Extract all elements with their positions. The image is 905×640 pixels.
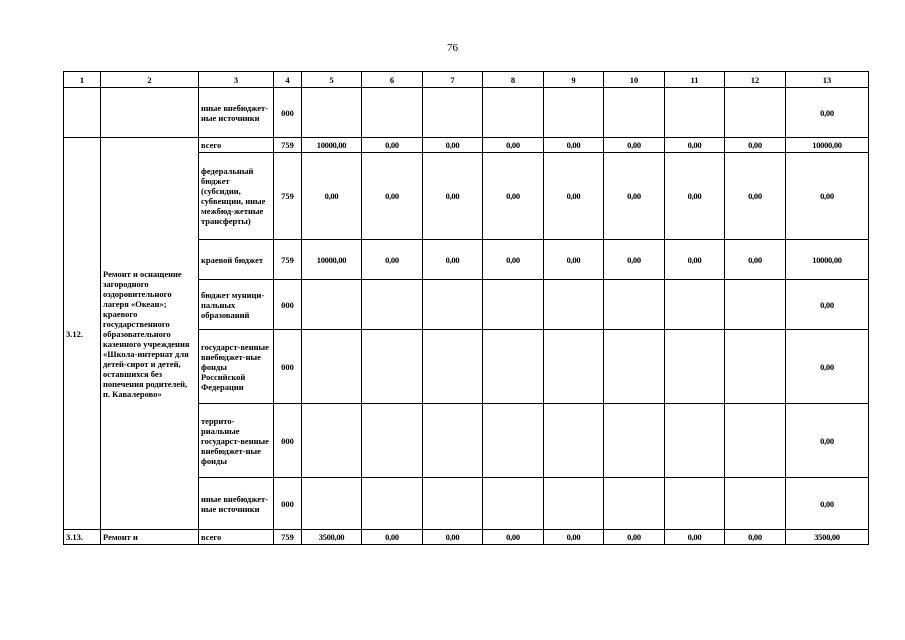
item-index: 3.12. — [64, 138, 101, 530]
table-row — [64, 138, 869, 153]
value-cell: 0,00 — [483, 153, 544, 240]
col-header: 9 — [544, 72, 604, 88]
value-cell: 0,00 — [665, 153, 725, 240]
source-cell: краевой бюджет — [199, 240, 274, 280]
value-cell — [604, 88, 665, 138]
value-cell: 0,00 — [725, 153, 786, 240]
value-cell: 0,00 — [483, 240, 544, 280]
value-cell — [362, 88, 423, 138]
value-cell: 0,00 — [423, 138, 483, 153]
item-name: Ремонт и оснащение загородного оздоровительного лагеря «Океан»; краевого государственного образовательного казенного учреждения «Школа-интернат для детей-сирот и детей, оставшихся без попечения родителей, п. Кавалерово» — [101, 138, 199, 530]
value-cell — [725, 88, 786, 138]
value-cell — [423, 88, 483, 138]
value-cell — [302, 280, 362, 330]
value-cell — [544, 330, 604, 404]
value-cell: 0,00 — [362, 153, 423, 240]
value-cell — [302, 404, 362, 478]
col-header: 7 — [423, 72, 483, 88]
value-cell: 0,00 — [362, 138, 423, 153]
value-cell — [725, 478, 786, 530]
col-header: 5 — [302, 72, 362, 88]
value-cell — [423, 280, 483, 330]
value-cell: 10000,00 — [302, 240, 362, 280]
item-index: 3.13. — [64, 530, 101, 545]
header-row — [64, 72, 869, 88]
value-cell: 0,00 — [665, 138, 725, 153]
value-cell: 0,00 — [423, 153, 483, 240]
value-cell — [362, 330, 423, 404]
value-cell — [423, 330, 483, 404]
value-cell: 0,00 — [725, 530, 786, 545]
page-number: 76 — [447, 42, 458, 54]
value-cell: 3500,00 — [302, 530, 362, 545]
source-cell: федеральный бюджет (субсидии, субвенции, иные межбюд-жетные трансферты) — [199, 153, 274, 240]
value-cell — [483, 280, 544, 330]
value-cell — [362, 280, 423, 330]
value-cell — [483, 88, 544, 138]
value-cell: 0,00 — [604, 138, 665, 153]
item-name: Ремонт и — [101, 530, 199, 545]
value-cell — [544, 280, 604, 330]
value-cell: 0,00 — [725, 240, 786, 280]
value-cell: 0,00 — [423, 240, 483, 280]
code-cell: 000 — [274, 280, 302, 330]
code-cell: 759 — [274, 138, 302, 153]
source-cell: государст-венные внебюджет-ные фонды Российской Федерации — [199, 330, 274, 404]
value-cell — [302, 330, 362, 404]
value-cell — [604, 280, 665, 330]
value-cell: 0,00 — [604, 530, 665, 545]
name-cell — [101, 88, 199, 138]
value-cell — [665, 88, 725, 138]
value-cell: 0,00 — [362, 530, 423, 545]
code-cell: 000 — [274, 88, 302, 138]
total-cell: 0,00 — [786, 280, 869, 330]
col-header: 6 — [362, 72, 423, 88]
value-cell — [483, 330, 544, 404]
value-cell — [362, 478, 423, 530]
value-cell: 0,00 — [362, 240, 423, 280]
source-cell: иные внебюджет-ные источники — [199, 478, 274, 530]
value-cell: 0,00 — [725, 138, 786, 153]
value-cell: 0,00 — [665, 240, 725, 280]
value-cell: 0,00 — [604, 240, 665, 280]
code-cell: 759 — [274, 240, 302, 280]
value-cell: 0,00 — [302, 153, 362, 240]
value-cell — [725, 280, 786, 330]
value-cell — [302, 478, 362, 530]
code-cell: 000 — [274, 404, 302, 478]
col-header: 8 — [483, 72, 544, 88]
value-cell — [604, 478, 665, 530]
col-header: 4 — [274, 72, 302, 88]
source-cell: всего — [199, 138, 274, 153]
value-cell — [604, 404, 665, 478]
col-header: 13 — [786, 72, 869, 88]
table-row — [64, 530, 869, 545]
value-cell — [423, 404, 483, 478]
col-header: 12 — [725, 72, 786, 88]
value-cell: 0,00 — [423, 530, 483, 545]
source-cell: террито-риальные государст-венные внебюджет-ные фонды — [199, 404, 274, 478]
value-cell: 0,00 — [544, 138, 604, 153]
value-cell — [483, 478, 544, 530]
value-cell — [362, 404, 423, 478]
source-cell: иные внебюджет-ные источники — [199, 88, 274, 138]
code-cell: 000 — [274, 478, 302, 530]
col-header: 10 — [604, 72, 665, 88]
value-cell — [302, 88, 362, 138]
table-row — [64, 88, 869, 138]
source-cell: всего — [199, 530, 274, 545]
col-header: 1 — [64, 72, 101, 88]
value-cell: 0,00 — [604, 153, 665, 240]
value-cell: 0,00 — [665, 530, 725, 545]
value-cell: 0,00 — [483, 530, 544, 545]
value-cell — [665, 478, 725, 530]
total-cell: 3500,00 — [786, 530, 869, 545]
index-cell — [64, 88, 101, 138]
value-cell — [544, 404, 604, 478]
col-header: 2 — [101, 72, 199, 88]
total-cell: 10000,00 — [786, 138, 869, 153]
code-cell: 000 — [274, 330, 302, 404]
value-cell — [423, 478, 483, 530]
value-cell — [483, 404, 544, 478]
value-cell — [665, 404, 725, 478]
value-cell: 0,00 — [483, 138, 544, 153]
total-cell: 0,00 — [786, 478, 869, 530]
total-cell: 0,00 — [786, 88, 869, 138]
value-cell — [725, 404, 786, 478]
value-cell — [725, 330, 786, 404]
col-header: 11 — [665, 72, 725, 88]
total-cell: 0,00 — [786, 404, 869, 478]
total-cell: 10000,00 — [786, 240, 869, 280]
code-cell: 759 — [274, 153, 302, 240]
value-cell — [665, 330, 725, 404]
code-cell: 759 — [274, 530, 302, 545]
value-cell: 0,00 — [544, 153, 604, 240]
source-cell: бюджет муници-пальных образований — [199, 280, 274, 330]
value-cell — [665, 280, 725, 330]
value-cell: 10000,00 — [302, 138, 362, 153]
value-cell — [604, 330, 665, 404]
value-cell — [544, 478, 604, 530]
budget-table — [63, 71, 869, 545]
value-cell — [544, 88, 604, 138]
value-cell: 0,00 — [544, 240, 604, 280]
col-header: 3 — [199, 72, 274, 88]
total-cell: 0,00 — [786, 330, 869, 404]
value-cell: 0,00 — [544, 530, 604, 545]
total-cell: 0,00 — [786, 153, 869, 240]
